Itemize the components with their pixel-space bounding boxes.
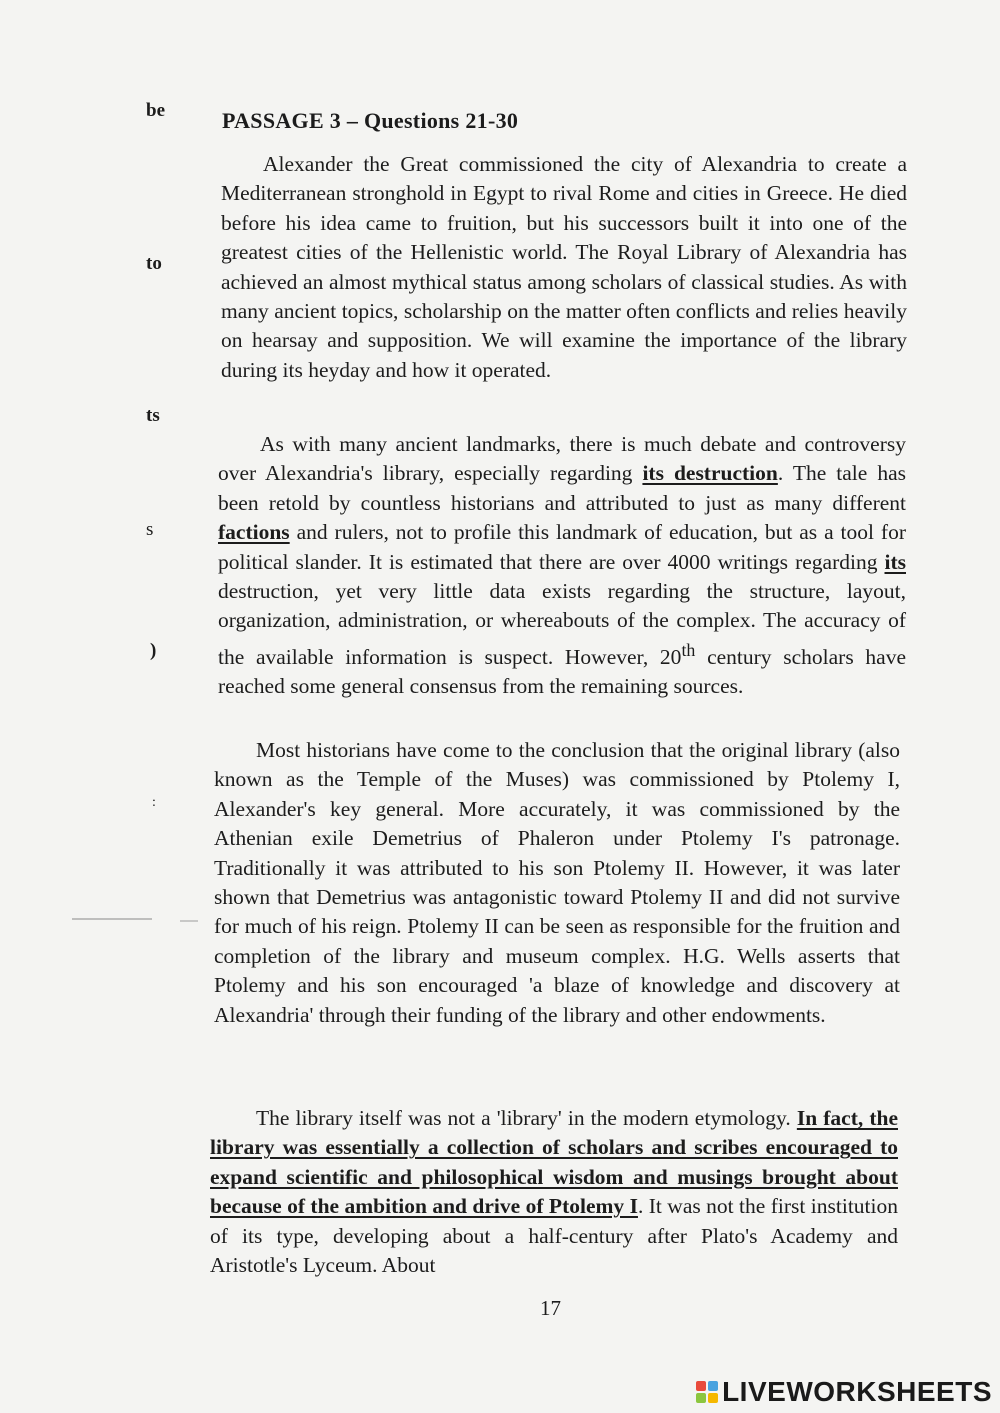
margin-word: to [146, 253, 162, 274]
paragraph-2-text: As with many ancient landmarks, there is much debate and controversy over Alexandria's library, especially regarding [218, 432, 906, 486]
liveworksheets-logo[interactable] [696, 1375, 992, 1409]
passage-title: PASSAGE 3 – Questions 21-30 [222, 108, 519, 133]
margin-word: ts [146, 405, 160, 426]
paragraph-2-text: and rulers, not to profile this landmark of education, but as a tool for political slander. It is estimated that there are over 4000 writings regarding [218, 520, 906, 574]
margin-word: : [152, 795, 156, 810]
paragraph-1 [221, 150, 907, 385]
paragraph-4-text: The library itself was not a 'library' in the modern etymology. [256, 1106, 797, 1130]
margin-word: ) [150, 640, 157, 661]
logo-text: LIVEWORKSHEETS [722, 1376, 992, 1407]
margin-word: be [146, 100, 165, 121]
highlight-its: its [884, 549, 906, 574]
scan-smudge [72, 918, 152, 920]
paragraph-2-text: century scholars have reached some general consensus from the remaining sources. [218, 645, 907, 699]
highlight-in-fact-sentence: In fact, the library was essentially a collection of scholars and scribes encouraged to expand scientific and philosophical wisdom and musings brought about because of the ambition and drive of Ptolemy I [210, 1106, 898, 1219]
paragraph-2-text: . The tale has been retold by countless historians and attributed to just as many different [218, 461, 906, 515]
margin-word: s [146, 519, 154, 540]
paragraph-3 [214, 736, 900, 1030]
page-number: 17 [540, 1296, 561, 1320]
superscript-th: th [681, 639, 696, 660]
highlight-factions: factions [218, 520, 290, 545]
paragraph-3-text: Most historians have come to the conclusion that the original library (also known as the Temple of the Muses) was commissioned by Ptolemy I, Alexander's key general. More accurately, it was commissioned by the Athenian exile Demetrius of Phaleron under Ptolemy I's patronage. Traditionally it was attributed to his son Ptolemy II. However, it was later shown that Demetrius was antagonistic toward Ptolemy II and did not survive for much of his reign. Ptolemy II can be seen as responsible for the fruition and completion of the library and museum complex. H.G. Wells asserts that Ptolemy and his son encouraged 'a blaze of knowledge and discovery at Alexandria' through their funding of the library and other endowments. [214, 738, 900, 1027]
paragraph-4-text: . It was not the first institution of its type, developing about a half-century after Plato's Academy and Aristotle's Lyceum. About [210, 1194, 898, 1278]
paragraph-1-text: Alexander the Great commissioned the city of Alexandria to create a Mediterranean stronghold in Egypt to rival Rome and cities in Greece. He died before his idea came to fruition, but his successors built it into one of the greatest cities of the Hellenistic world. The Royal Library of Alexandria has achieved an almost mythical status among scholars of classical studies. As with many ancient topics, scholarship on the matter often conflicts and relies heavily on hearsay and supposition. We will examine the importance of the library during its heyday and how it operated. [221, 152, 907, 382]
paragraph-2-text: destruction, yet very little data exists regarding the structure, layout, organization, administration, or whereabouts of the complex. The accuracy of the available information is suspect. However, 20 [218, 579, 906, 669]
paragraph-4 [210, 1104, 898, 1280]
logo-icon [696, 1381, 718, 1403]
highlight-its-destruction: its destruction [642, 461, 778, 486]
paragraph-2 [218, 430, 906, 702]
scan-smudge [180, 920, 198, 922]
